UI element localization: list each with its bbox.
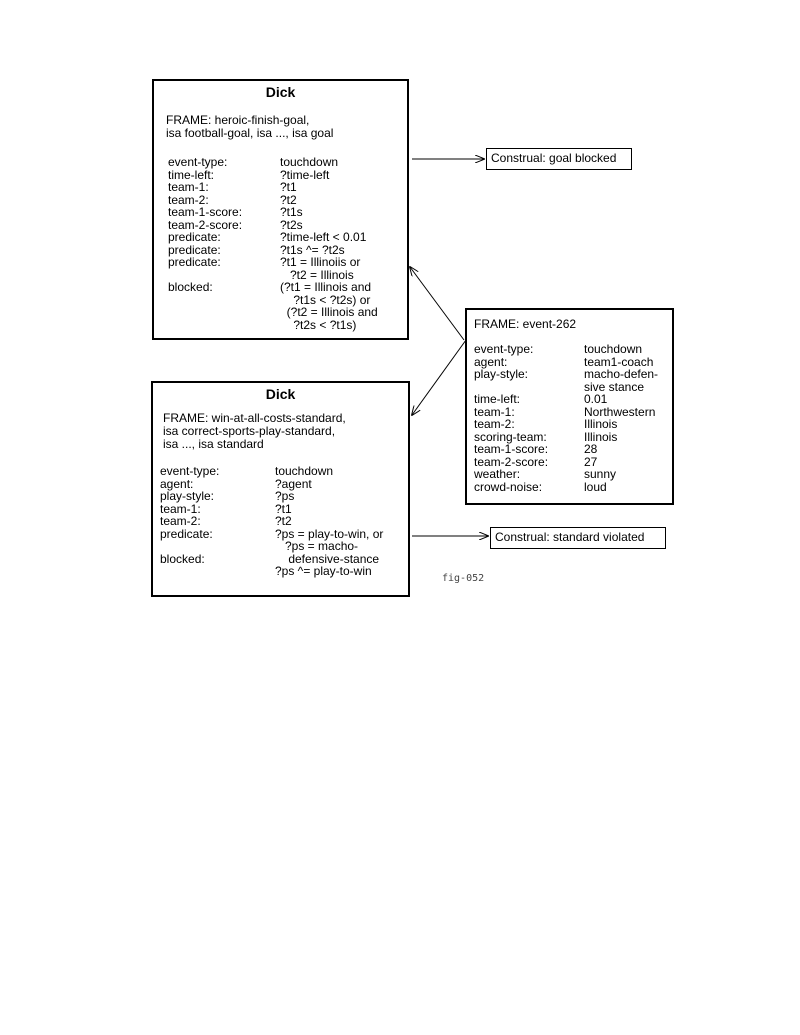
- slot-key: agent:: [474, 354, 508, 369]
- slot-value: (?t2 = Illinois and: [280, 305, 378, 319]
- slot-key: predicate:: [168, 255, 221, 269]
- figure-label: fig-052: [442, 573, 485, 584]
- frame-header-line: isa ..., isa standard: [163, 437, 264, 451]
- slot-value: ?t2: [280, 192, 297, 207]
- slot-key: time-left:: [168, 167, 215, 182]
- construal-standard-violated: Construal: standard violated: [490, 527, 666, 549]
- slot-key: crowd-noise:: [474, 479, 543, 494]
- slot-value: touchdown: [275, 464, 334, 478]
- slot-value: ?t2s: [280, 217, 303, 232]
- slot-value: Northwestern: [584, 404, 656, 419]
- slot-value: ?time-left: [280, 167, 330, 182]
- slot-value: 28: [584, 442, 598, 456]
- slot-key: event-type:: [160, 464, 220, 478]
- slot-key: team-2-score:: [168, 217, 243, 232]
- arrow-event-to-top-frame: [410, 267, 464, 340]
- slot-key: team-1-score:: [168, 205, 243, 219]
- slot-value: ?t1 = Illinoiis or: [280, 255, 361, 269]
- slot-value: 0.01: [584, 392, 608, 406]
- arrow-event-to-bottom-frame: [412, 340, 466, 415]
- slot-key: team-2-score:: [474, 454, 549, 469]
- slot-key: play-style:: [474, 367, 529, 381]
- frame-event-262: [465, 308, 674, 505]
- slot-key: play-style:: [160, 489, 215, 503]
- slot-key: team-1:: [160, 501, 201, 516]
- slot-value: defensive-stance: [275, 551, 380, 566]
- slot-value: Illinois: [584, 429, 618, 444]
- frame-title: Dick: [265, 84, 296, 100]
- construal-goal-blocked: Construal: goal blocked: [486, 148, 632, 170]
- slot-key: event-type:: [168, 155, 228, 169]
- frame-win-at-all-costs-standard: [151, 381, 410, 597]
- slot-value: loud: [584, 479, 607, 494]
- frame-header-line: isa football-goal, isa ..., isa goal: [166, 126, 334, 140]
- slot-value: ?time-left < 0.01: [280, 230, 367, 244]
- slot-value: touchdown: [280, 155, 339, 169]
- slot-value: Illinois: [584, 417, 618, 431]
- slot-value: ?t1s: [280, 205, 303, 219]
- slot-value: touchdown: [584, 342, 643, 356]
- slot-key: predicate:: [168, 242, 221, 257]
- slot-key: event-type:: [474, 342, 534, 356]
- slot-key: weather:: [474, 467, 521, 481]
- slot-key: agent:: [160, 476, 194, 491]
- slot-value: ?ps = play-to-win, or: [275, 526, 384, 541]
- slot-value: sunny: [584, 467, 617, 481]
- slot-value: ?t1s < ?t2s) or: [280, 292, 371, 307]
- slot-key: scoring-team:: [474, 429, 547, 444]
- slot-value: ?t2 = Illinois: [280, 267, 354, 282]
- frame-header: FRAME: event-262: [474, 317, 577, 331]
- frame-header-line: isa correct-sports-play-standard,: [163, 424, 336, 438]
- frame-heroic-finish-goal: [152, 79, 409, 340]
- slot-value: ?t2: [275, 514, 292, 528]
- frame-header-line: FRAME: win-at-all-costs-standard,: [163, 411, 346, 425]
- slot-value: ?t1s ^= ?t2s: [280, 242, 345, 257]
- slot-key: blocked:: [160, 551, 205, 566]
- slot-key: team-1:: [474, 404, 515, 419]
- frame-title: Dick: [265, 386, 296, 402]
- slot-value: ?ps ^= play-to-win: [275, 564, 372, 578]
- slot-key: team-1-score:: [474, 442, 549, 456]
- slot-value: ?t1: [275, 501, 292, 516]
- slot-value: (?t1 = Illinois and: [280, 280, 372, 294]
- slot-key: predicate:: [160, 526, 213, 541]
- slot-value: 27: [584, 454, 598, 469]
- frame-header-line: FRAME: heroic-finish-goal,: [166, 113, 310, 127]
- slot-value: macho-defen-: [584, 367, 659, 381]
- slot-value: ?t2s < ?t1s): [280, 317, 357, 332]
- slot-key: time-left:: [474, 392, 521, 406]
- slot-key: team-2:: [474, 417, 515, 431]
- slot-key: team-1:: [168, 180, 209, 194]
- slot-value: ?t1: [280, 180, 297, 194]
- slot-key: team-2:: [160, 514, 201, 528]
- slot-key: team-2:: [168, 192, 209, 207]
- slot-key: blocked:: [168, 280, 213, 294]
- slot-value: ?agent: [275, 476, 312, 491]
- slot-value: sive stance: [584, 379, 645, 394]
- slot-value: ?ps = macho-: [275, 539, 359, 553]
- slot-value: ?ps: [275, 489, 295, 503]
- slot-value: team1-coach: [584, 354, 654, 369]
- slot-key: predicate:: [168, 230, 221, 244]
